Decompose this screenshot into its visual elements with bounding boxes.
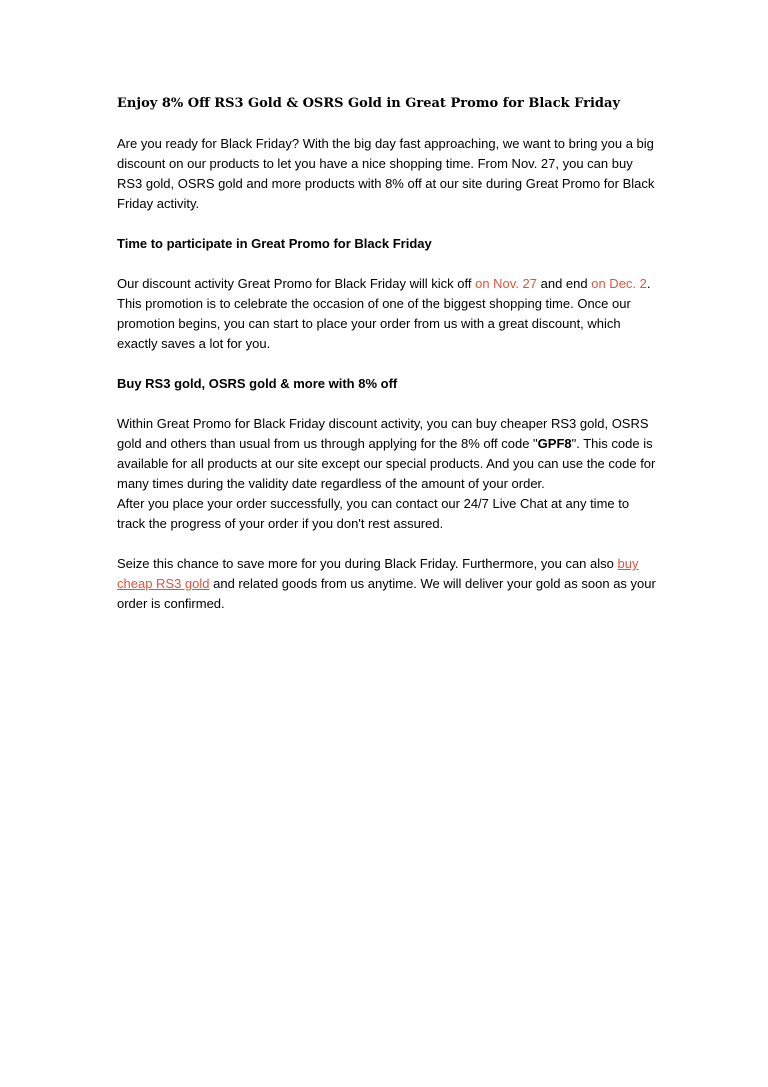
promo-text-mid: and end bbox=[537, 276, 592, 291]
page-title: Enjoy 8% Off RS3 Gold & OSRS Gold in Great Promo for Black Friday bbox=[117, 96, 621, 111]
closing-text-before: Seize this chance to save more for you during Black Friday. Furthermore, you can also bbox=[117, 556, 618, 571]
live-chat-text: After you place your order successfully, you can contact our 24/7 Live Chat at any time to track the progress of your order if you don't rest assured. bbox=[117, 496, 630, 531]
discount-code-paragraph bbox=[117, 414, 657, 534]
intro-paragraph: Are you ready for Black Friday? With the big day fast approaching, we want to bring you a big discount on our products to let you have a nice shopping time. From Nov. 27, you can buy RS3 gold, OSRS gold and more products with 8% off at our site during Great Promo for Black Friday activity. bbox=[117, 136, 655, 211]
promo-end-date: on Dec. 2 bbox=[591, 276, 647, 291]
document-page bbox=[117, 94, 657, 634]
section-heading-buy: Buy RS3 gold, OSRS gold & more with 8% off bbox=[117, 376, 398, 391]
promo-start-date: on Nov. 27 bbox=[475, 276, 538, 291]
code-text-before: Within Great Promo for Black Friday discount activity, you can buy cheaper RS3 gold, OSRS gold and others than usual from us through applying for the 8% off code " bbox=[117, 416, 649, 451]
promo-text-after: . This promotion is to celebrate the occasion of one of the biggest shopping time. Once our promotion begins, you can start to place your order from us with a great discount, which exactly saves a lot for you. bbox=[117, 276, 651, 351]
closing-paragraph bbox=[117, 554, 657, 614]
buy-rs3-gold-link[interactable]: buy cheap RS3 gold bbox=[117, 556, 639, 591]
closing-text-after: and related goods from us anytime. We will deliver your gold as soon as your order is confirmed. bbox=[117, 576, 656, 611]
discount-code: GPF8 bbox=[537, 436, 572, 451]
code-text-after: ". This code is available for all products at our site except our special products. And you can use the code for many times during the validity date regardless of the amount of your order. bbox=[117, 436, 656, 491]
section-heading-participate: Time to participate in Great Promo for Black Friday bbox=[117, 236, 432, 251]
promo-text-before: Our discount activity Great Promo for Black Friday will kick off bbox=[117, 276, 476, 291]
promo-dates-paragraph bbox=[117, 274, 657, 354]
